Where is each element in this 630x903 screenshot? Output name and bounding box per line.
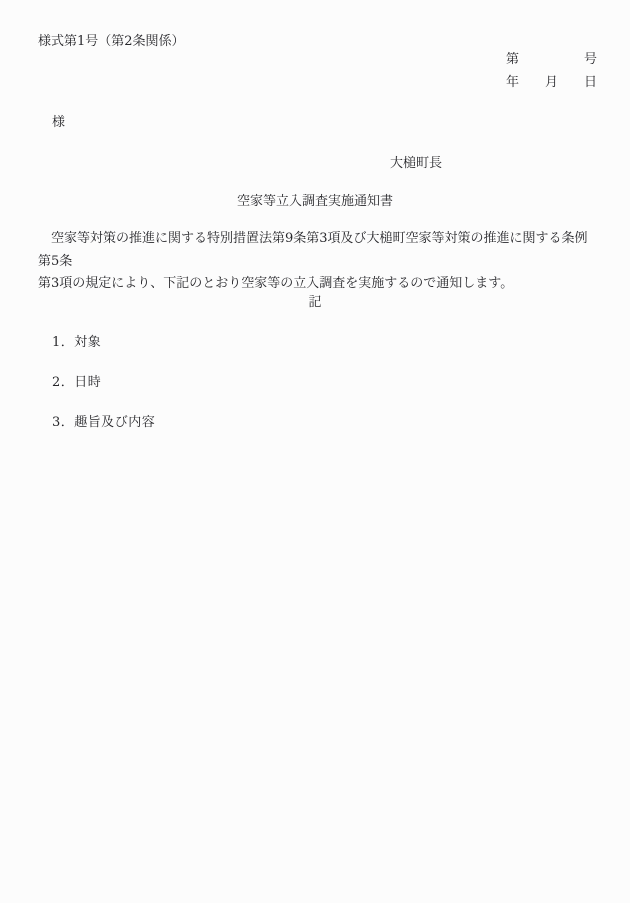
body-line-2: 第3項の規定により、下記のとおり空家等の立入調査を実施するので通知します。 <box>38 276 514 291</box>
list-item-datetime: 2．日時 <box>52 375 102 390</box>
list-item-target: 1．対象 <box>52 335 102 350</box>
addressee-suffix: 様 <box>52 115 66 130</box>
document-number-blank: 第 号 <box>505 52 597 67</box>
list-item-purpose-content: 3．趣旨及び内容 <box>52 415 156 430</box>
body-paragraph <box>38 228 594 296</box>
sender-name: 大槌町長 <box>390 156 443 171</box>
body-line-1: 空家等対策の推進に関する特別措置法第9条第3項及び大槌町空家等対策の推進に関する条例第5条 <box>38 231 588 269</box>
document-date-blank: 年 月 日 <box>505 75 597 90</box>
document-title: 空家等立入調査実施通知書 <box>236 194 393 209</box>
form-number: 様式第1号（第2条関係） <box>38 34 185 49</box>
record-marker: 記 <box>308 295 322 310</box>
